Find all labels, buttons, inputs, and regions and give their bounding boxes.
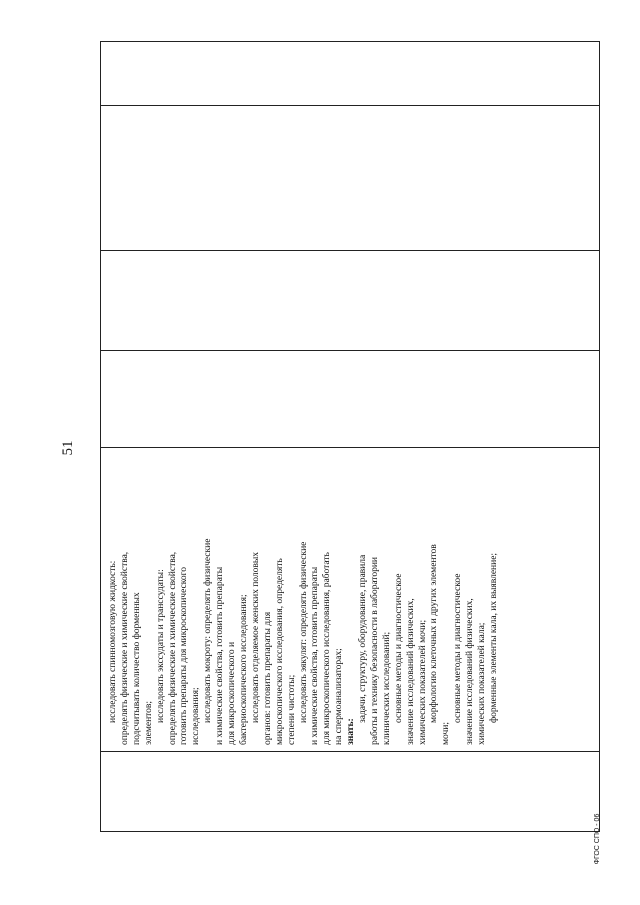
table-cell-discipline [101, 106, 600, 251]
content-line: микроскопического исследования, определять [273, 558, 285, 745]
content-line: основные методы и диагностическое [452, 573, 464, 723]
content-line: бактериоскопического исследования; [237, 594, 249, 745]
table-cell-code [101, 752, 600, 832]
content-line: определять физические и химические свойства, [118, 551, 130, 745]
content-line: значение исследований физических, [464, 598, 476, 745]
table-cell-hours-required [101, 251, 600, 351]
content-line: исследовать экссудаты и транссудаты: [154, 569, 166, 723]
content-line: исследовать мокроту: определять физические [202, 538, 214, 723]
content-line: форменные элементы кала, их выявление; [488, 552, 499, 723]
content-line: и химические свойства, готовить препараты [214, 566, 226, 745]
content-line: готовить препараты для микроскопического [178, 566, 190, 745]
content-line: для микроскопического и [226, 641, 238, 745]
page-number: 51 [60, 440, 76, 456]
content-line: морфологию клеточных и других элементов [428, 544, 440, 723]
table-cell-competence-codes [101, 42, 600, 106]
content-line: элементов; [142, 700, 154, 745]
competency-table [100, 41, 600, 832]
content-line: и химические свойства, готовить препараты [309, 566, 321, 745]
content-line: органов: готовить препараты для [261, 611, 273, 745]
content-line: на спермоанализаторах; [333, 648, 345, 745]
content-line: задачи, структуру, оборудование, правила [357, 554, 369, 723]
footer-standard-code: ФГОС СПО - 06 [594, 813, 601, 865]
content-line: химических показателей мочи; [416, 619, 428, 745]
content-line: знать: [345, 718, 357, 745]
table-row [101, 42, 600, 832]
table-cell-hours-max [101, 351, 600, 448]
content-line: степени чистоты; [285, 674, 297, 745]
table-cell-content [101, 448, 600, 752]
content-lines [107, 452, 500, 745]
content-line: мочи; [440, 722, 452, 745]
content-line: основные методы и диагностическое [392, 573, 404, 723]
content-line: работы и технику безопасности в лаборатории [368, 557, 380, 745]
content-line: для микроскопического исследования, работать [321, 552, 333, 745]
content-line: исследовать спинномозговую жидкость: [107, 560, 118, 723]
rotated-table-frame [100, 42, 600, 832]
content-line: значение исследований физических, [404, 598, 416, 745]
content-line: клинических исследований; [380, 631, 392, 745]
content-line: исследовать эякулят: определять физические [297, 541, 309, 723]
content-line: подсчитывать количество форменных [130, 592, 142, 745]
content-line: исследования; [190, 687, 202, 745]
content-line: химических показателей кала; [476, 622, 488, 745]
content-line: исследовать отделяемое женских половых [249, 551, 261, 723]
content-line: определять физические и химические свойства, [166, 551, 178, 745]
